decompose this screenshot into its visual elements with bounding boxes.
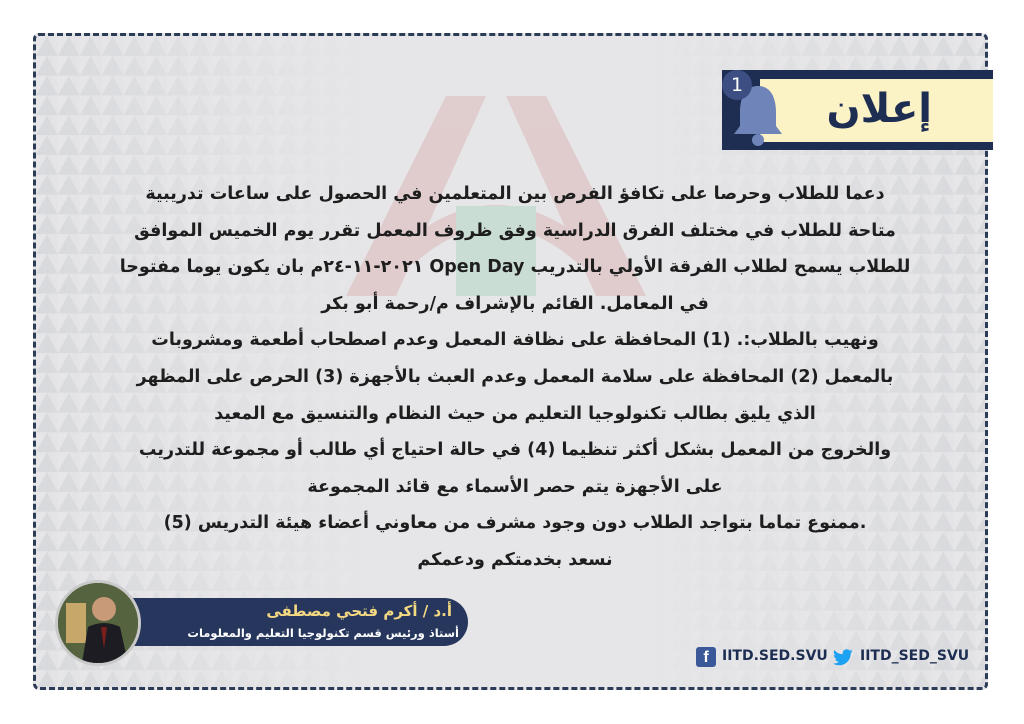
signatory-title: أستاذ ورئيس قسم تكنولوجيا التعليم والمعلومات [187,626,459,640]
body-line: في المعامل. القائم بالإشراف م/رحمة أبو بكر [321,293,709,314]
body-line: ونهيب بالطلاب:. (1) المحافظة على نظافة المعمل وعدم اصطحاب أطعمة ومشروبات [151,330,879,351]
twitter-handle[interactable]: IITD_SED_SVU [860,648,970,664]
body-line: دعما للطلاب وحرصا على تكافؤ الفرص بين المتعلمين في الحصول على ساعات تدريبية [145,184,885,204]
signatory-name: أ.د / أكرم فتحي مصطفى [266,602,452,620]
facebook-handle[interactable]: IITD.SED.SVU [722,648,828,664]
body-line: والخروج من المعمل بشكل أكثر تنظيما (4) في حالة احتياج أي طالب أو مجموعة للتدريب [138,440,892,461]
body-line: نسعد بخدمتكم ودعمكم [417,549,613,570]
body-line: بالمعمل (2) المحافظة على سلامة المعمل وعدم العبث بالأجهزة (3) الحرص على المظهر [136,366,894,387]
body-line: متاحة للطلاب في مختلف الفرق الدراسية وفق ظروف المعمل تقرر يوم الخميس الموافق [134,220,896,241]
announcement-title: إعلان [826,86,932,132]
body-line: الذي يليق بطالب تكنولوجيا التعليم من حيث النظام والتنسيق مع المعيد [214,403,816,424]
facebook-icon[interactable]: f [696,647,716,667]
announcement-body [100,176,930,579]
twitter-icon[interactable] [832,649,854,667]
body-line: للطلاب يسمح لطلاب الفرقة الأولي بالتدريب Open Day ٢٠٢١-١١-٢٤م بان يكون يوما مفتوحا [119,257,911,278]
body-line: .ممنوع تماما بتواجد الطلاب دون وجود مشرف من معاوني أعضاء هيئة التدريس (5) [163,513,867,534]
body-line: على الأجهزة يتم حصر الأسماء مع قائد المجموعة [307,476,723,497]
avatar [55,580,141,666]
notification-badge: 1 [722,70,752,100]
